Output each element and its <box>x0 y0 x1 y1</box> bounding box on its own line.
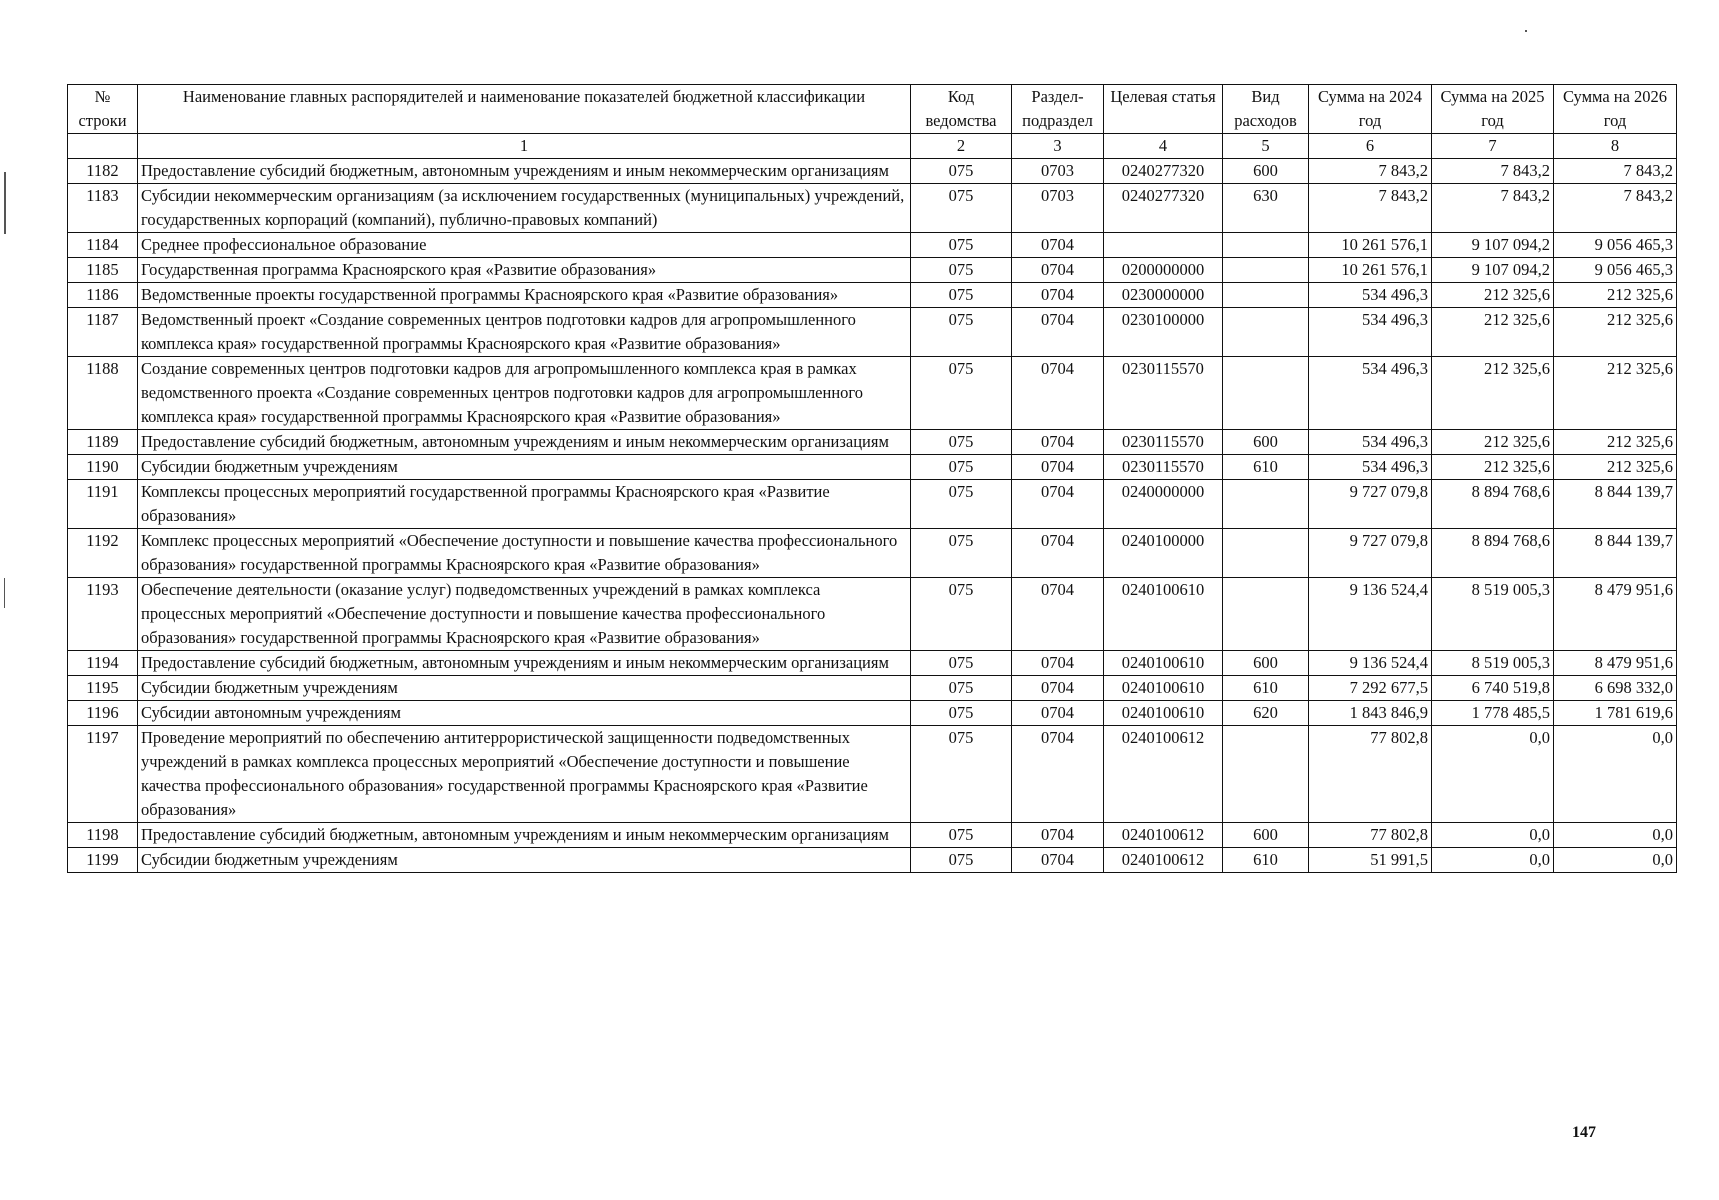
scan-mark <box>4 172 6 234</box>
header-row-number: № строки <box>68 85 138 134</box>
row-number: 1198 <box>68 823 138 848</box>
target-article: 0240100000 <box>1104 529 1223 578</box>
target-article: 0240000000 <box>1104 480 1223 529</box>
expense-type <box>1223 258 1309 283</box>
table-row <box>68 430 1677 455</box>
department-code: 075 <box>911 676 1012 701</box>
sum-2026: 0,0 <box>1554 848 1677 873</box>
section-code: 0704 <box>1012 430 1104 455</box>
sum-2024: 10 261 576,1 <box>1309 233 1432 258</box>
row-number: 1190 <box>68 455 138 480</box>
header-target-article: Целевая статья <box>1104 85 1223 134</box>
sum-2026: 0,0 <box>1554 726 1677 823</box>
sum-2026: 212 325,6 <box>1554 430 1677 455</box>
sum-2024: 534 496,3 <box>1309 283 1432 308</box>
target-article: 0230115570 <box>1104 357 1223 430</box>
sum-2024: 1 843 846,9 <box>1309 701 1432 726</box>
section-code: 0704 <box>1012 823 1104 848</box>
sum-2024: 77 802,8 <box>1309 823 1432 848</box>
row-name: Субсидии автономным учреждениям <box>138 701 911 726</box>
table-row <box>68 184 1677 233</box>
sum-2024: 7 292 677,5 <box>1309 676 1432 701</box>
sum-2024: 77 802,8 <box>1309 726 1432 823</box>
section-code: 0704 <box>1012 529 1104 578</box>
expense-type <box>1223 283 1309 308</box>
target-article <box>1104 233 1223 258</box>
sum-2024: 9 136 524,4 <box>1309 578 1432 651</box>
sum-2024: 51 991,5 <box>1309 848 1432 873</box>
row-number: 1186 <box>68 283 138 308</box>
row-number: 1192 <box>68 529 138 578</box>
sum-2026: 212 325,6 <box>1554 455 1677 480</box>
column-number: 5 <box>1223 134 1309 159</box>
sum-2025: 8 519 005,3 <box>1432 578 1554 651</box>
header-name: Наименование главных распорядителей и наименование показателей бюджетной классификации <box>138 85 911 134</box>
column-number: 6 <box>1309 134 1432 159</box>
sum-2026: 9 056 465,3 <box>1554 233 1677 258</box>
header-sum-2026: Сумма на 2026 год <box>1554 85 1677 134</box>
department-code: 075 <box>911 578 1012 651</box>
sum-2026: 7 843,2 <box>1554 184 1677 233</box>
sum-2024: 534 496,3 <box>1309 455 1432 480</box>
sum-2025: 212 325,6 <box>1432 357 1554 430</box>
row-number: 1188 <box>68 357 138 430</box>
row-name: Проведение мероприятий по обеспечению антитеррористической защищенности подведомственных учреждений в рамках комплекса процессных мероприятий «Обеспечение доступности и повышение качества профессионального образования» государственной программы Красноярского края «Развитие образования» <box>138 726 911 823</box>
column-number: 7 <box>1432 134 1554 159</box>
section-code: 0704 <box>1012 848 1104 873</box>
section-code: 0704 <box>1012 701 1104 726</box>
section-code: 0704 <box>1012 726 1104 823</box>
section-code: 0704 <box>1012 480 1104 529</box>
sum-2025: 1 778 485,5 <box>1432 701 1554 726</box>
table-row <box>68 529 1677 578</box>
department-code: 075 <box>911 159 1012 184</box>
row-name: Комплексы процессных мероприятий государственной программы Красноярского края «Развитие образования» <box>138 480 911 529</box>
department-code: 075 <box>911 184 1012 233</box>
sum-2025: 212 325,6 <box>1432 455 1554 480</box>
section-code: 0704 <box>1012 455 1104 480</box>
sum-2025: 212 325,6 <box>1432 430 1554 455</box>
sum-2026: 8 479 951,6 <box>1554 651 1677 676</box>
table-row <box>68 848 1677 873</box>
row-name: Обеспечение деятельности (оказание услуг) подведомственных учреждений в рамках комплекса процессных мероприятий «Обеспечение доступности и повышение качества профессионального образования» государственной программы Красноярского края «Развитие образования» <box>138 578 911 651</box>
row-number: 1199 <box>68 848 138 873</box>
expense-type <box>1223 529 1309 578</box>
target-article: 0230115570 <box>1104 455 1223 480</box>
sum-2024: 534 496,3 <box>1309 357 1432 430</box>
table-row <box>68 159 1677 184</box>
sum-2024: 534 496,3 <box>1309 308 1432 357</box>
table-row <box>68 578 1677 651</box>
sum-2024: 9 136 524,4 <box>1309 651 1432 676</box>
sum-2026: 8 479 951,6 <box>1554 578 1677 651</box>
expense-type: 610 <box>1223 676 1309 701</box>
section-code: 0704 <box>1012 283 1104 308</box>
sum-2025: 8 519 005,3 <box>1432 651 1554 676</box>
table-row <box>68 455 1677 480</box>
section-code: 0704 <box>1012 651 1104 676</box>
row-number: 1191 <box>68 480 138 529</box>
expense-type: 600 <box>1223 823 1309 848</box>
table-row <box>68 283 1677 308</box>
row-name: Субсидии бюджетным учреждениям <box>138 455 911 480</box>
header-sum-2025: Сумма на 2025 год <box>1432 85 1554 134</box>
expense-type <box>1223 726 1309 823</box>
header-section: Раздел-подраздел <box>1012 85 1104 134</box>
table-row <box>68 676 1677 701</box>
section-code: 0704 <box>1012 308 1104 357</box>
column-number-row <box>68 134 1677 159</box>
table-row <box>68 480 1677 529</box>
sum-2026: 8 844 139,7 <box>1554 480 1677 529</box>
sum-2025: 7 843,2 <box>1432 184 1554 233</box>
column-number: 3 <box>1012 134 1104 159</box>
target-article: 0230115570 <box>1104 430 1223 455</box>
sum-2024: 9 727 079,8 <box>1309 480 1432 529</box>
section-code: 0704 <box>1012 258 1104 283</box>
sum-2026: 7 843,2 <box>1554 159 1677 184</box>
row-name: Предоставление субсидий бюджетным, автономным учреждениям и иным некоммерческим организациям <box>138 651 911 676</box>
row-name: Предоставление субсидий бюджетным, автономным учреждениям и иным некоммерческим организациям <box>138 430 911 455</box>
scan-mark <box>1525 30 1527 32</box>
expense-type <box>1223 233 1309 258</box>
row-name: Субсидии некоммерческим организациям (за исключением государственных (муниципальных) учреждений, государственных корпораций (компаний), публично-правовых компаний) <box>138 184 911 233</box>
sum-2026: 0,0 <box>1554 823 1677 848</box>
target-article: 0240277320 <box>1104 184 1223 233</box>
row-name: Предоставление субсидий бюджетным, автономным учреждениям и иным некоммерческим организациям <box>138 823 911 848</box>
row-name: Создание современных центров подготовки кадров для агропромышленного комплекса края в рамках ведомственного проекта «Создание современных центров подготовки кадров для агропромышленного комплекса края» государственной программы Красноярского края «Развитие образования» <box>138 357 911 430</box>
sum-2025: 0,0 <box>1432 726 1554 823</box>
sum-2025: 0,0 <box>1432 848 1554 873</box>
row-number: 1183 <box>68 184 138 233</box>
sum-2025: 8 894 768,6 <box>1432 529 1554 578</box>
target-article: 0240100612 <box>1104 848 1223 873</box>
target-article: 0200000000 <box>1104 258 1223 283</box>
expense-type: 620 <box>1223 701 1309 726</box>
department-code: 075 <box>911 430 1012 455</box>
sum-2025: 6 740 519,8 <box>1432 676 1554 701</box>
header-expense-type: Вид расходов <box>1223 85 1309 134</box>
header-department-code: Код ведомства <box>911 85 1012 134</box>
row-name: Субсидии бюджетным учреждениям <box>138 676 911 701</box>
column-number: 2 <box>911 134 1012 159</box>
row-number: 1184 <box>68 233 138 258</box>
table-row <box>68 701 1677 726</box>
row-number: 1187 <box>68 308 138 357</box>
department-code: 075 <box>911 233 1012 258</box>
row-number: 1195 <box>68 676 138 701</box>
target-article: 0240100612 <box>1104 823 1223 848</box>
target-article: 0240100610 <box>1104 676 1223 701</box>
sum-2026: 1 781 619,6 <box>1554 701 1677 726</box>
row-number: 1185 <box>68 258 138 283</box>
table-row <box>68 726 1677 823</box>
row-number: 1194 <box>68 651 138 676</box>
target-article: 0240100610 <box>1104 578 1223 651</box>
table-row <box>68 357 1677 430</box>
sum-2026: 6 698 332,0 <box>1554 676 1677 701</box>
target-article: 0240100610 <box>1104 701 1223 726</box>
expense-type: 600 <box>1223 651 1309 676</box>
sum-2025: 0,0 <box>1432 823 1554 848</box>
scan-mark <box>4 578 5 608</box>
section-code: 0704 <box>1012 676 1104 701</box>
sum-2026: 9 056 465,3 <box>1554 258 1677 283</box>
expense-type <box>1223 480 1309 529</box>
row-number: 1182 <box>68 159 138 184</box>
expense-type <box>1223 578 1309 651</box>
sum-2026: 212 325,6 <box>1554 283 1677 308</box>
sum-2024: 10 261 576,1 <box>1309 258 1432 283</box>
department-code: 075 <box>911 357 1012 430</box>
target-article: 0230000000 <box>1104 283 1223 308</box>
expense-type: 610 <box>1223 455 1309 480</box>
target-article: 0240277320 <box>1104 159 1223 184</box>
header-sum-2024: Сумма на 2024 год <box>1309 85 1432 134</box>
row-name: Предоставление субсидий бюджетным, автономным учреждениям и иным некоммерческим организациям <box>138 159 911 184</box>
department-code: 075 <box>911 455 1012 480</box>
department-code: 075 <box>911 258 1012 283</box>
sum-2025: 8 894 768,6 <box>1432 480 1554 529</box>
sum-2024: 7 843,2 <box>1309 184 1432 233</box>
department-code: 075 <box>911 283 1012 308</box>
row-number: 1189 <box>68 430 138 455</box>
expense-type: 600 <box>1223 430 1309 455</box>
column-number: 1 <box>138 134 911 159</box>
sum-2024: 9 727 079,8 <box>1309 529 1432 578</box>
department-code: 075 <box>911 823 1012 848</box>
page-number: 147 <box>1572 1124 1596 1141</box>
department-code: 075 <box>911 726 1012 823</box>
table-body <box>68 159 1677 873</box>
column-number: 4 <box>1104 134 1223 159</box>
target-article: 0240100610 <box>1104 651 1223 676</box>
section-code: 0703 <box>1012 184 1104 233</box>
column-number <box>68 134 138 159</box>
sum-2026: 212 325,6 <box>1554 308 1677 357</box>
table-row <box>68 233 1677 258</box>
sum-2026: 212 325,6 <box>1554 357 1677 430</box>
department-code: 075 <box>911 651 1012 676</box>
table-row <box>68 308 1677 357</box>
sum-2025: 9 107 094,2 <box>1432 233 1554 258</box>
expense-type <box>1223 308 1309 357</box>
expense-type <box>1223 357 1309 430</box>
expense-type: 630 <box>1223 184 1309 233</box>
department-code: 075 <box>911 701 1012 726</box>
column-number: 8 <box>1554 134 1677 159</box>
expense-type: 610 <box>1223 848 1309 873</box>
sum-2025: 212 325,6 <box>1432 283 1554 308</box>
row-number: 1197 <box>68 726 138 823</box>
table-header-row <box>68 85 1677 134</box>
section-code: 0704 <box>1012 357 1104 430</box>
department-code: 075 <box>911 529 1012 578</box>
department-code: 075 <box>911 480 1012 529</box>
sum-2025: 212 325,6 <box>1432 308 1554 357</box>
target-article: 0240100612 <box>1104 726 1223 823</box>
table-row <box>68 651 1677 676</box>
expense-type: 600 <box>1223 159 1309 184</box>
row-number: 1196 <box>68 701 138 726</box>
row-name: Комплекс процессных мероприятий «Обеспечение доступности и повышение качества профессионального образования» государственной программы Красноярского края «Развитие образования» <box>138 529 911 578</box>
budget-table <box>67 84 1677 873</box>
section-code: 0704 <box>1012 578 1104 651</box>
row-name: Ведомственные проекты государственной программы Красноярского края «Развитие образования» <box>138 283 911 308</box>
department-code: 075 <box>911 308 1012 357</box>
section-code: 0704 <box>1012 233 1104 258</box>
table-row <box>68 823 1677 848</box>
row-name: Среднее профессиональное образование <box>138 233 911 258</box>
section-code: 0703 <box>1012 159 1104 184</box>
table-row <box>68 258 1677 283</box>
row-name: Государственная программа Красноярского края «Развитие образования» <box>138 258 911 283</box>
row-number: 1193 <box>68 578 138 651</box>
sum-2026: 8 844 139,7 <box>1554 529 1677 578</box>
row-name: Субсидии бюджетным учреждениям <box>138 848 911 873</box>
department-code: 075 <box>911 848 1012 873</box>
sum-2025: 7 843,2 <box>1432 159 1554 184</box>
sum-2025: 9 107 094,2 <box>1432 258 1554 283</box>
target-article: 0230100000 <box>1104 308 1223 357</box>
sum-2024: 7 843,2 <box>1309 159 1432 184</box>
row-name: Ведомственный проект «Создание современных центров подготовки кадров для агропромышленного комплекса края» государственной программы Красноярского края «Развитие образования» <box>138 308 911 357</box>
sum-2024: 534 496,3 <box>1309 430 1432 455</box>
